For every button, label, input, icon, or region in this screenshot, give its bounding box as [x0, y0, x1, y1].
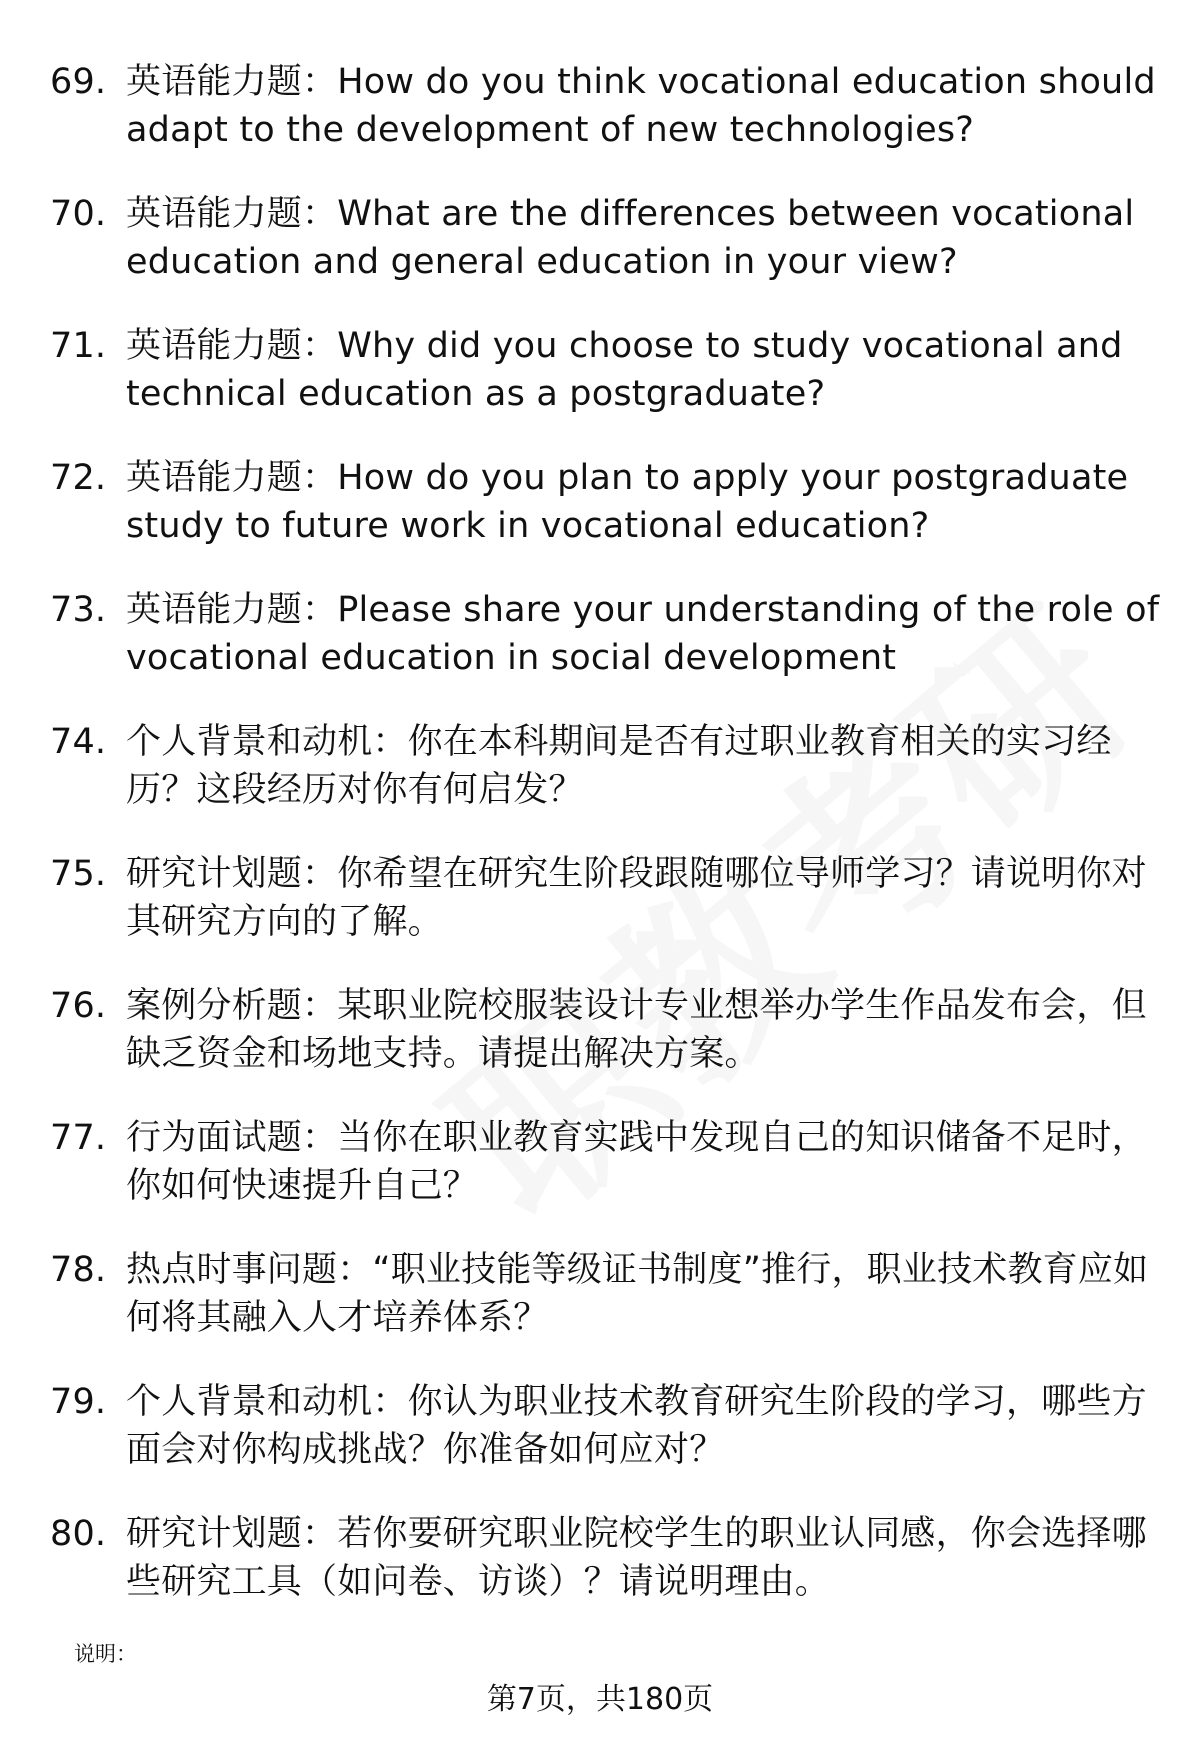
question-number: 77. — [50, 1118, 107, 1158]
question-list — [50, 58, 1160, 1642]
question-number: 78. — [50, 1250, 107, 1290]
question-item — [50, 586, 1160, 682]
question-text: 案例分析题：某职业院校服装设计专业想举办学生作品发布会，但缺乏资金和场地支持。请提出解决方案。 — [126, 986, 1147, 1074]
question-text: 研究计划题：若你要研究职业院校学生的职业认同感，你会选择哪些研究工具（如问卷、访谈）？请说明理由。 — [126, 1514, 1147, 1602]
question-item — [50, 454, 1160, 550]
question-item — [50, 1114, 1160, 1210]
question-text: 英语能力题：What are the differences between vocational education and general education in your view? — [126, 194, 1135, 282]
question-number: 74. — [50, 722, 107, 762]
question-number: 71. — [50, 326, 107, 366]
question-number: 69. — [50, 62, 107, 102]
question-text: 英语能力题：Please share your understanding of the role of vocational education in social development — [126, 590, 1160, 678]
question-text: 个人背景和动机：你认为职业技术教育研究生阶段的学习，哪些方面会对你构成挑战？你准备如何应对？ — [126, 1382, 1147, 1470]
question-item — [50, 850, 1160, 946]
question-text: 英语能力题：How do you think vocational education should adapt to the development of new technologies? — [126, 62, 1156, 150]
question-text: 英语能力题：Why did you choose to study vocational and technical education as a postgraduate? — [126, 326, 1123, 414]
question-text: 个人背景和动机：你在本科期间是否有过职业教育相关的实习经历？这段经历对你有何启发？ — [126, 722, 1112, 810]
question-text: 热点时事问题：“职业技能等级证书制度”推行，职业技术教育应如何将其融入人才培养体系？ — [126, 1250, 1149, 1338]
question-item — [50, 1510, 1160, 1606]
question-number: 70. — [50, 194, 107, 234]
question-text: 英语能力题：How do you plan to apply your postgraduate study to future work in vocational education? — [126, 458, 1129, 546]
question-item — [50, 58, 1160, 154]
question-number: 75. — [50, 854, 107, 894]
question-item — [50, 190, 1160, 286]
question-text: 行为面试题：当你在职业教育实践中发现自己的知识储备不足时，你如何快速提升自己？ — [126, 1118, 1147, 1206]
question-item — [50, 718, 1160, 814]
question-item — [50, 982, 1160, 1078]
question-item — [50, 322, 1160, 418]
question-number: 80. — [50, 1514, 107, 1554]
question-number: 72. — [50, 458, 107, 498]
page-footer: 第7页，共180页 — [486, 1682, 714, 1717]
question-number: 76. — [50, 986, 107, 1026]
question-number: 73. — [50, 590, 107, 630]
question-item — [50, 1378, 1160, 1474]
question-text: 研究计划题：你希望在研究生阶段跟随哪位导师学习？请说明你对其研究方向的了解。 — [126, 854, 1147, 942]
note-label: 说明： — [74, 1642, 137, 1666]
question-number: 79. — [50, 1382, 107, 1422]
question-item — [50, 1246, 1160, 1342]
